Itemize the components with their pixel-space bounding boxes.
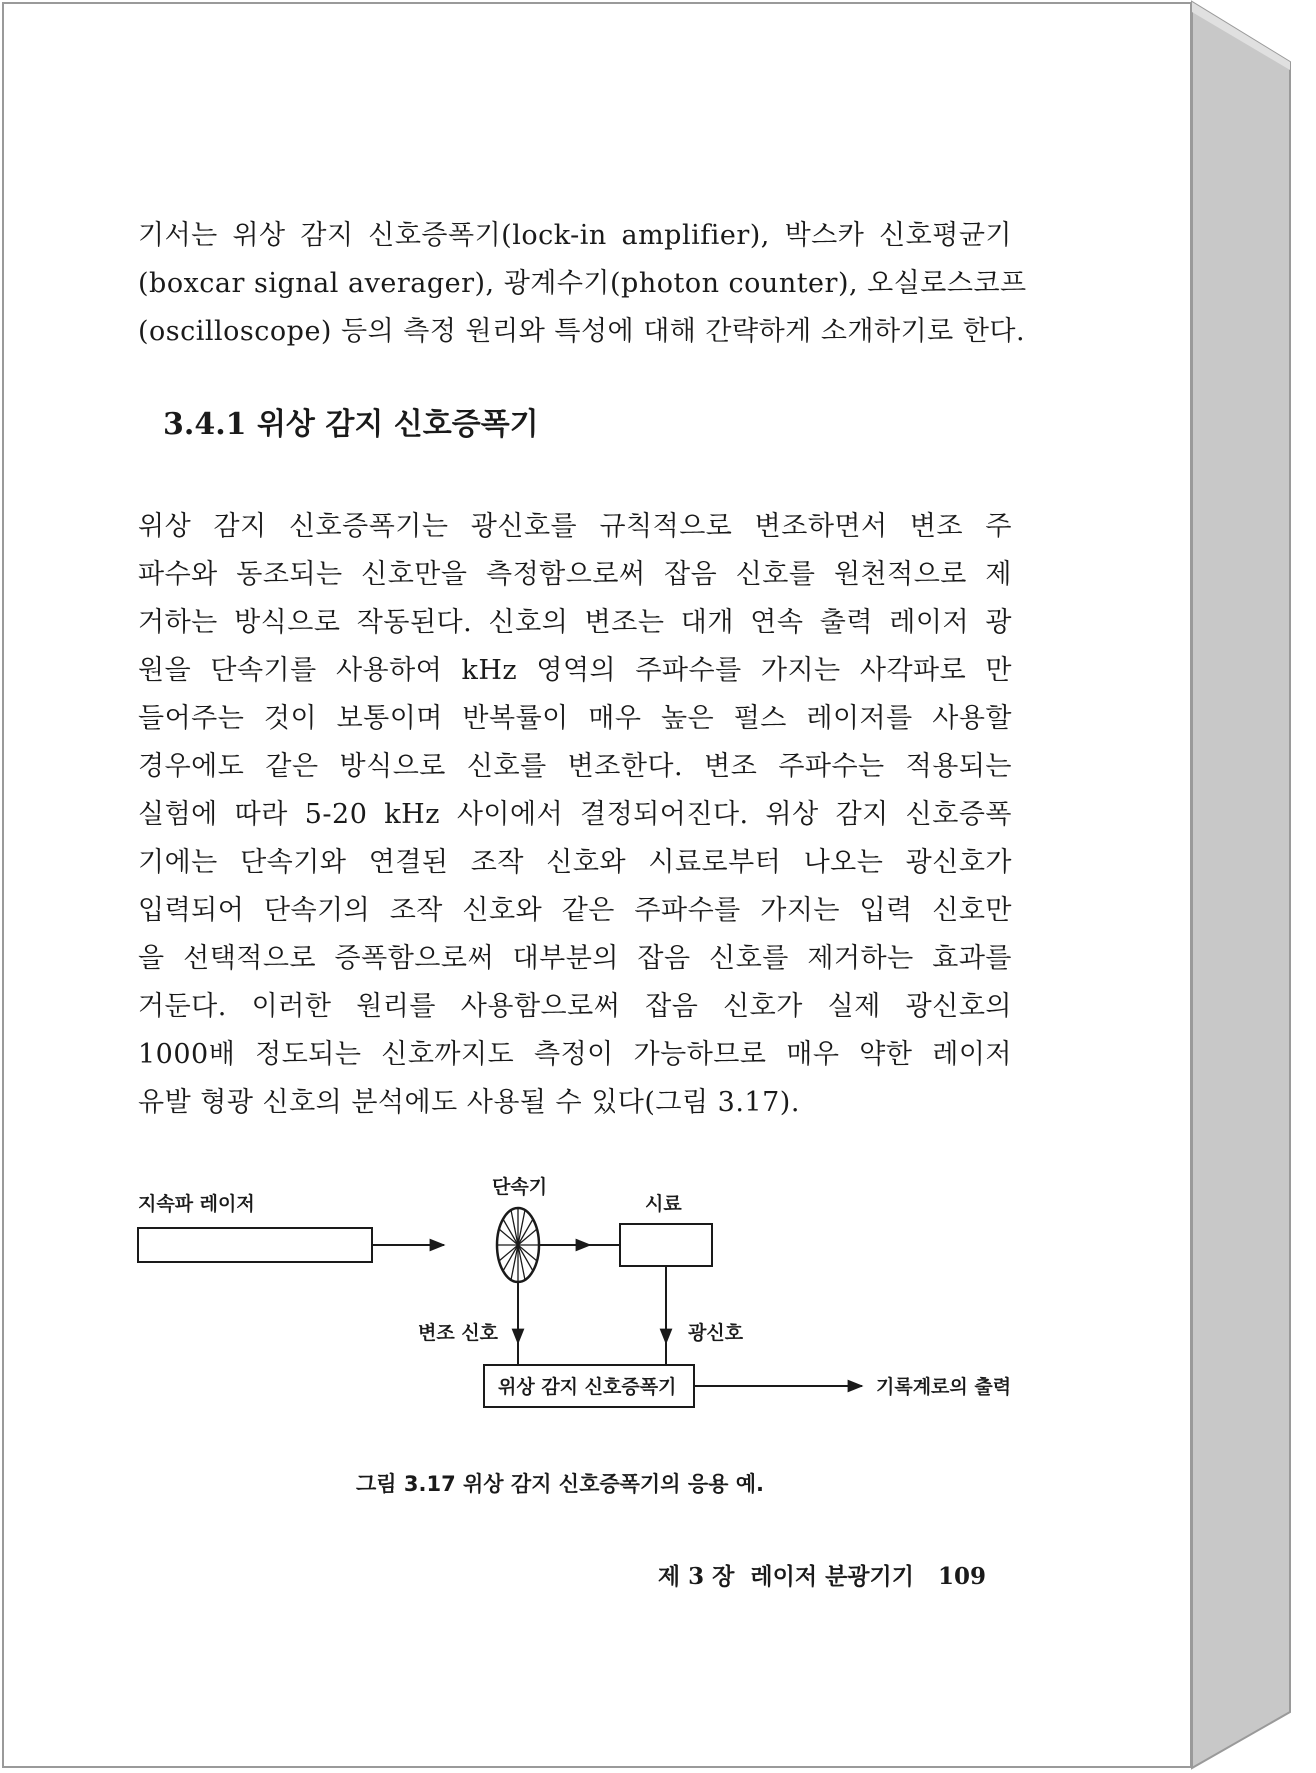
text-line: 경우에도 같은 방식으로 신호를 변조한다. 변조 주파수는 적용되는	[138, 751, 1012, 782]
chopper-wheel-icon	[497, 1208, 539, 1282]
text-line: 기서는 위상 감지 신호증폭기(lock-in amplifier), 박스카 신호평균기	[138, 220, 1012, 251]
text-line: 입력되어 단속기의 조작 신호와 같은 주파수를 가지는 입력 신호만	[138, 895, 1012, 926]
chapter-title: 레이저 분광기기	[750, 1563, 914, 1590]
sample-label: 시료	[645, 1193, 682, 1215]
main-paragraph	[138, 503, 1012, 1127]
section-heading: 3.4.1 위상 감지 신호증폭기	[163, 407, 539, 442]
text-line: 위상 감지 신호증폭기는 광신호를 규칙적으로 변조하면서 변조 주	[138, 511, 1012, 542]
lockin-label: 위상 감지 신호증폭기	[498, 1376, 677, 1398]
figure-caption: 그림 3.17 위상 감지 신호증폭기의 응용 예.	[356, 1472, 764, 1496]
text-line: 거둔다. 이러한 원리를 사용함으로써 잡음 신호가 실제 광신호의	[138, 991, 1012, 1022]
page-number: 109	[937, 1563, 986, 1590]
text-line: 기에는 단속기와 연결된 조작 신호와 시료로부터 나오는 광신호가	[138, 847, 1012, 878]
optical-signal-label: 광신호	[688, 1322, 744, 1344]
modulation-label: 변조 신호	[418, 1322, 499, 1344]
output-label: 기록계로의 출력	[876, 1376, 1012, 1398]
text-line: 을 선택적으로 증폭함으로써 대부분의 잡음 신호를 제거하는 효과를	[138, 943, 1012, 974]
text-line: 유발 형광 신호의 분석에도 사용될 수 있다(그림 3.17).	[138, 1087, 800, 1118]
text-line: 실험에 따라 5-20 kHz 사이에서 결정되어진다. 위상 감지 신호증폭	[138, 799, 1012, 830]
page-footer	[600, 1560, 986, 1594]
text-line: 들어주는 것이 보통이며 반복률이 매우 높은 펄스 레이저를 사용할	[138, 703, 1012, 734]
text-line: 파수와 동조되는 신호만을 측정함으로써 잡음 신호를 원천적으로 제	[138, 559, 1012, 590]
chopper-label: 단속기	[492, 1176, 548, 1198]
sample-box	[620, 1224, 712, 1266]
text-line: 원을 단속기를 사용하여 kHz 영역의 주파수를 가지는 사각파로 만	[138, 655, 1012, 686]
text-line: (oscilloscope) 등의 측정 원리와 특성에 대해 간략하게 소개하기로 한다.	[138, 316, 1026, 347]
laser-box	[138, 1228, 372, 1262]
text-line: 거하는 방식으로 작동된다. 신호의 변조는 대개 연속 출력 레이저 광	[138, 607, 1012, 638]
text-line: (boxcar signal averager), 광계수기(photon counter), 오실로스코프	[138, 268, 1027, 299]
intro-paragraph	[138, 212, 1027, 356]
lockin-diagram	[120, 1165, 1020, 1465]
chapter-number: 제 3 장	[657, 1563, 735, 1590]
laser-label: 지속파 레이저	[138, 1193, 255, 1215]
text-line: 1000배 정도되는 신호까지도 측정이 가능하므로 매우 약한 레이저	[138, 1039, 1012, 1070]
